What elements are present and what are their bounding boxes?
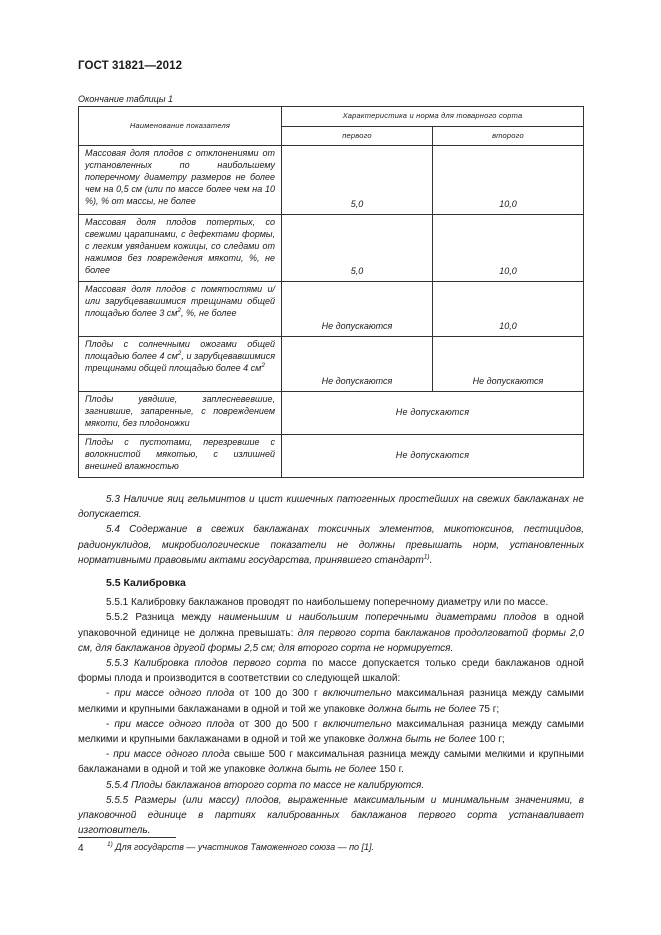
col-name-header: Наименование показателя xyxy=(79,107,282,146)
paragraph-5-3: 5.3 Наличие яиц гельминтов и цист кишечных патогенных простейших на свежих баклажанах не допускается. xyxy=(78,494,584,521)
row-merged-value: Не допускаются xyxy=(282,392,584,435)
row-name: Плоды с солнечными ожогами общей площадью более 4 $см^2$, и зарубцевавшимися трещинами общей площадью более 4 $см^2$ xyxy=(79,337,282,392)
paragraph-5-5-3: 5.5.3 Калибровка плодов первого сорта по массе допускается только среди баклажанов одной формы плода и производится в соответствии со следующей шкалой: xyxy=(78,658,584,685)
row-name: Массовая доля плодов с отклонениями от установленных по наибольшему поперечному диаметру размеров не более чем на 0,5 см (или по массе более чем на 10 %), % от массы, не более xyxy=(79,146,282,215)
row-first-value: Не допускаются xyxy=(282,337,433,392)
scale-item: - при массе одного плода от 300 до 500 г включительно максимальная разница между самыми мелкими и крупными баклажанами в одной и той же упаковке должна быть не более 100 г; xyxy=(78,718,585,746)
footnote-divider xyxy=(78,837,176,838)
table-row xyxy=(79,337,584,392)
paragraph-5-5-2: 5.5.2 Разница между наименьшим и наибольшим поперечными диаметрами плодов в одной упаковочной единице не должна превышать: для первого сорта баклажанов продолговатой формы 2,0 см, для баклажанов другой формы 2,5 см; для второго сорта не нормируется. xyxy=(78,612,584,654)
row-first-value: 5,0 xyxy=(282,146,433,215)
paragraph-5-5-5: 5.5.5 Размеры (или массу) плодов, выраженные максимальным и минимальным значениями, в упаковочной единице в партиях калиброванных баклажанов первого сорта устанавливает изготовитель. xyxy=(78,794,584,837)
table-row xyxy=(79,435,584,478)
page-number: 4 xyxy=(78,843,84,854)
footnote: $^{1)}$ Для государств — участников Таможенного союза — по [1]. xyxy=(107,841,375,852)
table-row xyxy=(79,392,584,435)
table-row xyxy=(79,146,584,215)
row-merged-value: Не допускаются xyxy=(282,435,584,478)
scale-item: - при массе одного плода от 100 до 300 г включительно максимальная разница между самыми мелкими и крупными баклажанами в одной и той же упаковке должна быть не более 75 г; xyxy=(78,688,585,715)
row-name: Плоды с пустотами, перезревшие с волокнистой мякотью, с излишней внешней влажностью xyxy=(79,435,282,478)
section-title-5-5: 5.5 Калибровка xyxy=(106,577,186,590)
table-caption: Окончание таблицы 1 xyxy=(78,94,173,104)
scale-item: - при массе одного плода свыше 500 г максимальная разница между самыми мелкими и крупными баклажанами в одной и той же упаковке должна быть не более 150 г. xyxy=(78,749,584,776)
table-row xyxy=(79,215,584,282)
row-name: Массовая доля плодов потертых, со свежими царапинами, с дефектами формы, с легким увяданием кожицы, со следами от нажимов без повреждения мякоти, %, не более xyxy=(79,215,282,282)
paragraph-5-5-4: 5.5.4 Плоды баклажанов второго сорта по массе не калибруются. xyxy=(106,779,425,791)
indicators-table xyxy=(78,106,584,478)
col-group-header: Характеристика и норма для товарного сорта xyxy=(282,107,584,127)
table-row xyxy=(79,282,584,337)
row-first-value: 5,0 xyxy=(282,215,433,282)
row-second-value: 10,0 xyxy=(432,215,583,282)
row-second-value: 10,0 xyxy=(432,146,583,215)
row-first-value: Не допускаются xyxy=(282,282,433,337)
body-text xyxy=(78,492,584,838)
row-second-value: Не допускаются xyxy=(432,337,583,392)
row-name: Плоды увядшие, заплесневевшие, загнившие, запаренные, с повреждением мякоти, без плодоножки xyxy=(79,392,282,435)
paragraph-5-5-1: 5.5.1 Калибровку баклажанов проводят по наибольшему поперечному диаметру или по массе. xyxy=(106,597,549,609)
col-second-header: второго xyxy=(432,126,583,146)
row-second-value: 10,0 xyxy=(432,282,583,337)
table-header-row xyxy=(79,107,584,127)
standard-header: ГОСТ 31821—2012 xyxy=(78,60,183,72)
row-name: Массовая доля плодов с помятостями и/или зарубцевавшимися трещинами общей площадью более 3 $см^2$, %, не более xyxy=(79,282,282,337)
col-first-header: первого xyxy=(282,126,433,146)
paragraph-5-4: 5.4 Содержание в свежих баклажанах токсичных элементов, микотоксинов, пестицидов, радионуклидов, микробиологические показатели не должны превышать норм, установленных нормативными правовыми актами государства, принявшего стандарт$^{1)}$. xyxy=(78,524,584,566)
